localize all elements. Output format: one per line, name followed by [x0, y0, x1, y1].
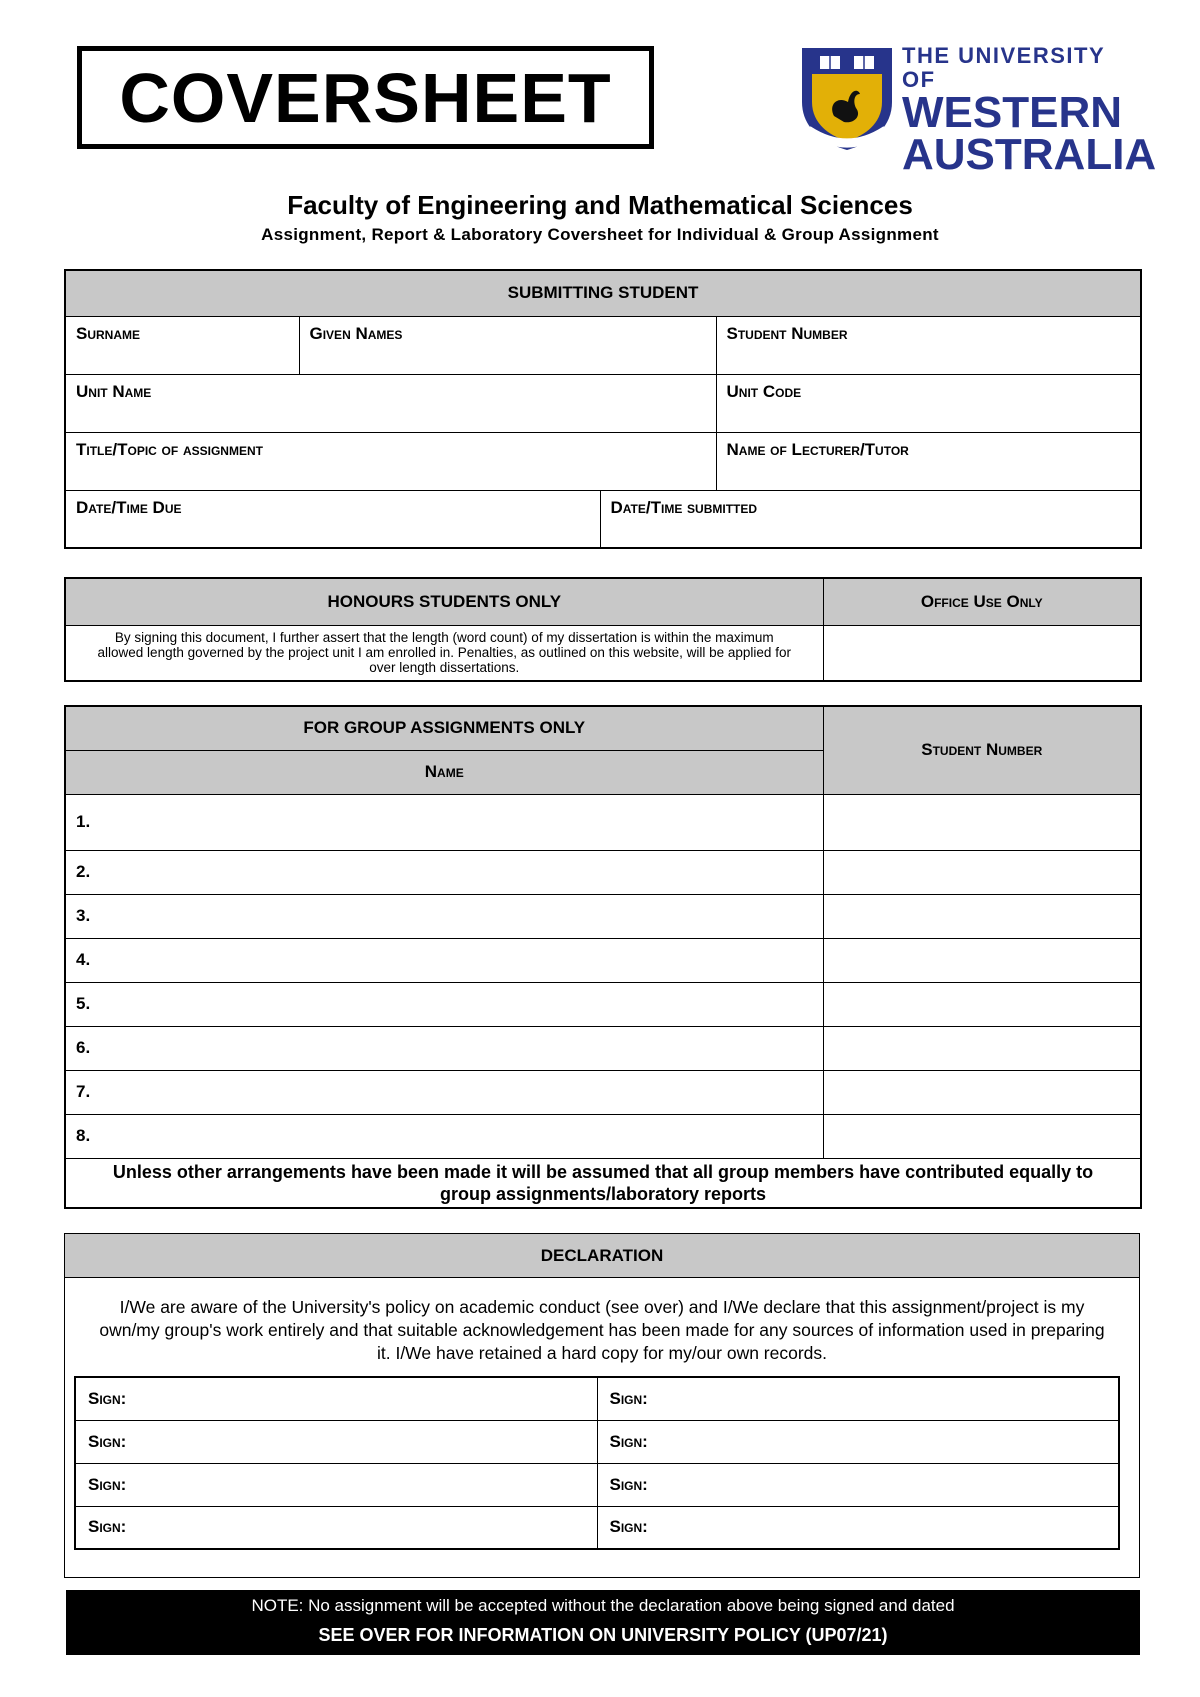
group-row — [65, 938, 1141, 982]
group-name-heading: Name — [65, 750, 823, 794]
group-row — [65, 894, 1141, 938]
faculty-title: Faculty of Engineering and Mathematical Sciences — [287, 190, 913, 220]
group-name-field-4[interactable]: 4. — [65, 938, 823, 982]
footer-policy: SEE OVER FOR INFORMATION ON UNIVERSITY POLICY (UP07/21) — [318, 1625, 888, 1645]
group-number-field-5[interactable] — [823, 982, 1141, 1026]
honours-table — [64, 577, 1142, 682]
sign-field-2[interactable]: Sign: — [597, 1377, 1119, 1420]
group-number-field-4[interactable] — [823, 938, 1141, 982]
date-submitted-label: Date/Time submitted — [610, 497, 758, 517]
honours-heading: HONOURS STUDENTS ONLY — [65, 578, 823, 625]
university-line-1: THE UNIVERSITY OF — [902, 43, 1105, 92]
footer-note-bar — [66, 1590, 1140, 1655]
unit-name-field[interactable] — [65, 374, 716, 432]
given-names-field[interactable] — [299, 316, 716, 374]
lecturer-field[interactable] — [716, 432, 1141, 490]
group-row — [65, 850, 1141, 894]
group-name-field-6[interactable]: 6. — [65, 1026, 823, 1070]
group-contribution-note: Unless other arrangements have been made it will be assumed that all group members have contributed equally to group assignments/laboratory reports — [65, 1158, 1141, 1208]
group-number-field-2[interactable] — [823, 850, 1141, 894]
group-number-field-7[interactable] — [823, 1070, 1141, 1114]
sign-field-1[interactable]: Sign: — [75, 1377, 597, 1420]
unit-code-label: Unit Code — [726, 381, 802, 401]
footer-note: NOTE: No assignment will be accepted without the declaration above being signed and dated — [251, 1596, 955, 1615]
group-number-field-8[interactable] — [823, 1114, 1141, 1158]
date-due-field[interactable] — [65, 490, 600, 548]
group-number-field-1[interactable] — [823, 794, 1141, 850]
group-name-field-8[interactable]: 8. — [65, 1114, 823, 1158]
form-subtitle: Assignment, Report & Laboratory Coversheet for Individual & Group Assignment — [261, 225, 939, 244]
date-due-label: Date/Time Due — [76, 497, 182, 517]
student-number-label: Student Number — [726, 323, 848, 343]
group-row — [65, 1114, 1141, 1158]
university-line-2: WESTERN — [902, 88, 1122, 137]
group-row — [65, 1070, 1141, 1114]
date-submitted-field[interactable] — [600, 490, 1141, 548]
university-line-3: AUSTRALIA — [902, 130, 1157, 179]
submitting-student-heading: SUBMITTING STUDENT — [65, 270, 1141, 316]
lecturer-label: Name of Lecturer/Tutor — [726, 439, 909, 459]
group-row — [65, 982, 1141, 1026]
declaration-text: I/We are aware of the University's policy on academic conduct (see over) and I/We declare that this assignment/project is my own/my group's work entirely and that suitable acknowledgement has been made for any sources of information used in preparing it. I/We have retained a hard copy for my/our own records. — [99, 1297, 1105, 1363]
unit-name-label: Unit Name — [76, 381, 152, 401]
assignment-title-label: Title/Topic of assignment — [76, 439, 263, 459]
group-number-field-3[interactable] — [823, 894, 1141, 938]
group-heading: FOR GROUP ASSIGNMENTS ONLY — [65, 706, 823, 750]
office-use-field[interactable] — [823, 625, 1141, 681]
student-number-field[interactable] — [716, 316, 1141, 374]
sign-field-7[interactable]: Sign: — [75, 1506, 597, 1549]
unit-code-field[interactable] — [716, 374, 1141, 432]
sign-field-5[interactable]: Sign: — [75, 1463, 597, 1506]
group-table — [64, 705, 1142, 1209]
group-name-field-1[interactable]: 1. — [65, 794, 823, 850]
sign-field-8[interactable]: Sign: — [597, 1506, 1119, 1549]
signature-table — [74, 1376, 1120, 1550]
group-name-field-3[interactable]: 3. — [65, 894, 823, 938]
group-name-field-5[interactable]: 5. — [65, 982, 823, 1026]
coversheet-title: COVERSHEET — [77, 46, 654, 149]
surname-label: Surname — [76, 323, 141, 343]
group-row — [65, 794, 1141, 850]
office-use-heading: Office Use Only — [823, 578, 1141, 625]
assignment-title-field[interactable] — [65, 432, 716, 490]
sign-field-6[interactable]: Sign: — [597, 1463, 1119, 1506]
given-names-label: Given Names — [309, 323, 403, 343]
surname-field[interactable] — [65, 316, 299, 374]
group-name-field-7[interactable]: 7. — [65, 1070, 823, 1114]
declaration-heading: DECLARATION — [65, 1234, 1139, 1278]
submitting-student-table — [64, 269, 1142, 549]
group-student-number-heading: Student Number — [823, 706, 1141, 794]
sign-field-3[interactable]: Sign: — [75, 1420, 597, 1463]
honours-statement: By signing this document, I further assert that the length (word count) of my dissertation is within the maximum allowed length governed by the project unit I am enrolled in. Penalties, as outlined on this website, will be applied for over length dissertations. — [65, 625, 823, 681]
group-row — [65, 1026, 1141, 1070]
sign-field-4[interactable]: Sign: — [597, 1420, 1119, 1463]
university-wordmark — [902, 43, 1157, 179]
group-name-field-2[interactable]: 2. — [65, 850, 823, 894]
group-number-field-6[interactable] — [823, 1026, 1141, 1070]
uwa-crest-logo — [798, 44, 896, 152]
